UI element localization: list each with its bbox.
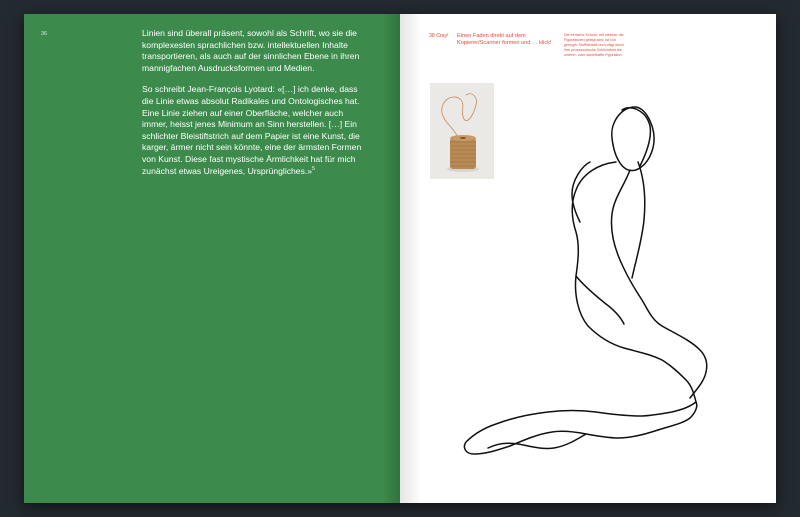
body-text [142,28,368,187]
figure-caption: Einen Faden direkt auf dem Kopierer/Scanner formen und … klick! [457,33,552,47]
paragraph-2 [142,84,368,177]
paragraph-2-text: So schreibt Jean-François Lyotard: «[…] ich denke, dass die Linie etwas absolut Radikales und Ontologisches hat. Eine Linie ziehen auf einer Oberfläche, welcher auch immer, heisst jenes Minimum an Sinn herstellen. […] Ein schlichter Bleistiftstrich auf dem Papier ist eine Kunst, die karger, ärmer nicht sein könnte, eine der ärmsten Formen von Kunst. Diese fast mystische Ärmlichkeit hat für mich zunächst etwas Ureigenes, Ursprüngliches.» [142,84,362,176]
figure-number: 38 Cray! [429,33,449,39]
page-number: 36 [41,31,48,37]
footnote-ref: 5 [312,165,315,172]
paragraph-1: Linien sind überall präsent, sowohl als Schrift, wo sie die komplexesten sprachlichen bzw. intellektuellen Inhalte transportieren, als auch auf der sinnlichen Ebene in ihren mannigfachen Ausdrucksformen und Medien. [142,28,360,73]
side-note: Die einfache Schnur, mit welcher die Figurationen gelegt sind, ist von geringer Stofflichkeit und prägt durch ihre prozessorische Schlichtheit die unterer- oder skelethafte Figuration. [564,33,625,57]
string-figure-drawing [400,14,776,503]
right-page [400,14,776,503]
book-spread [24,14,776,503]
left-page [24,14,400,503]
